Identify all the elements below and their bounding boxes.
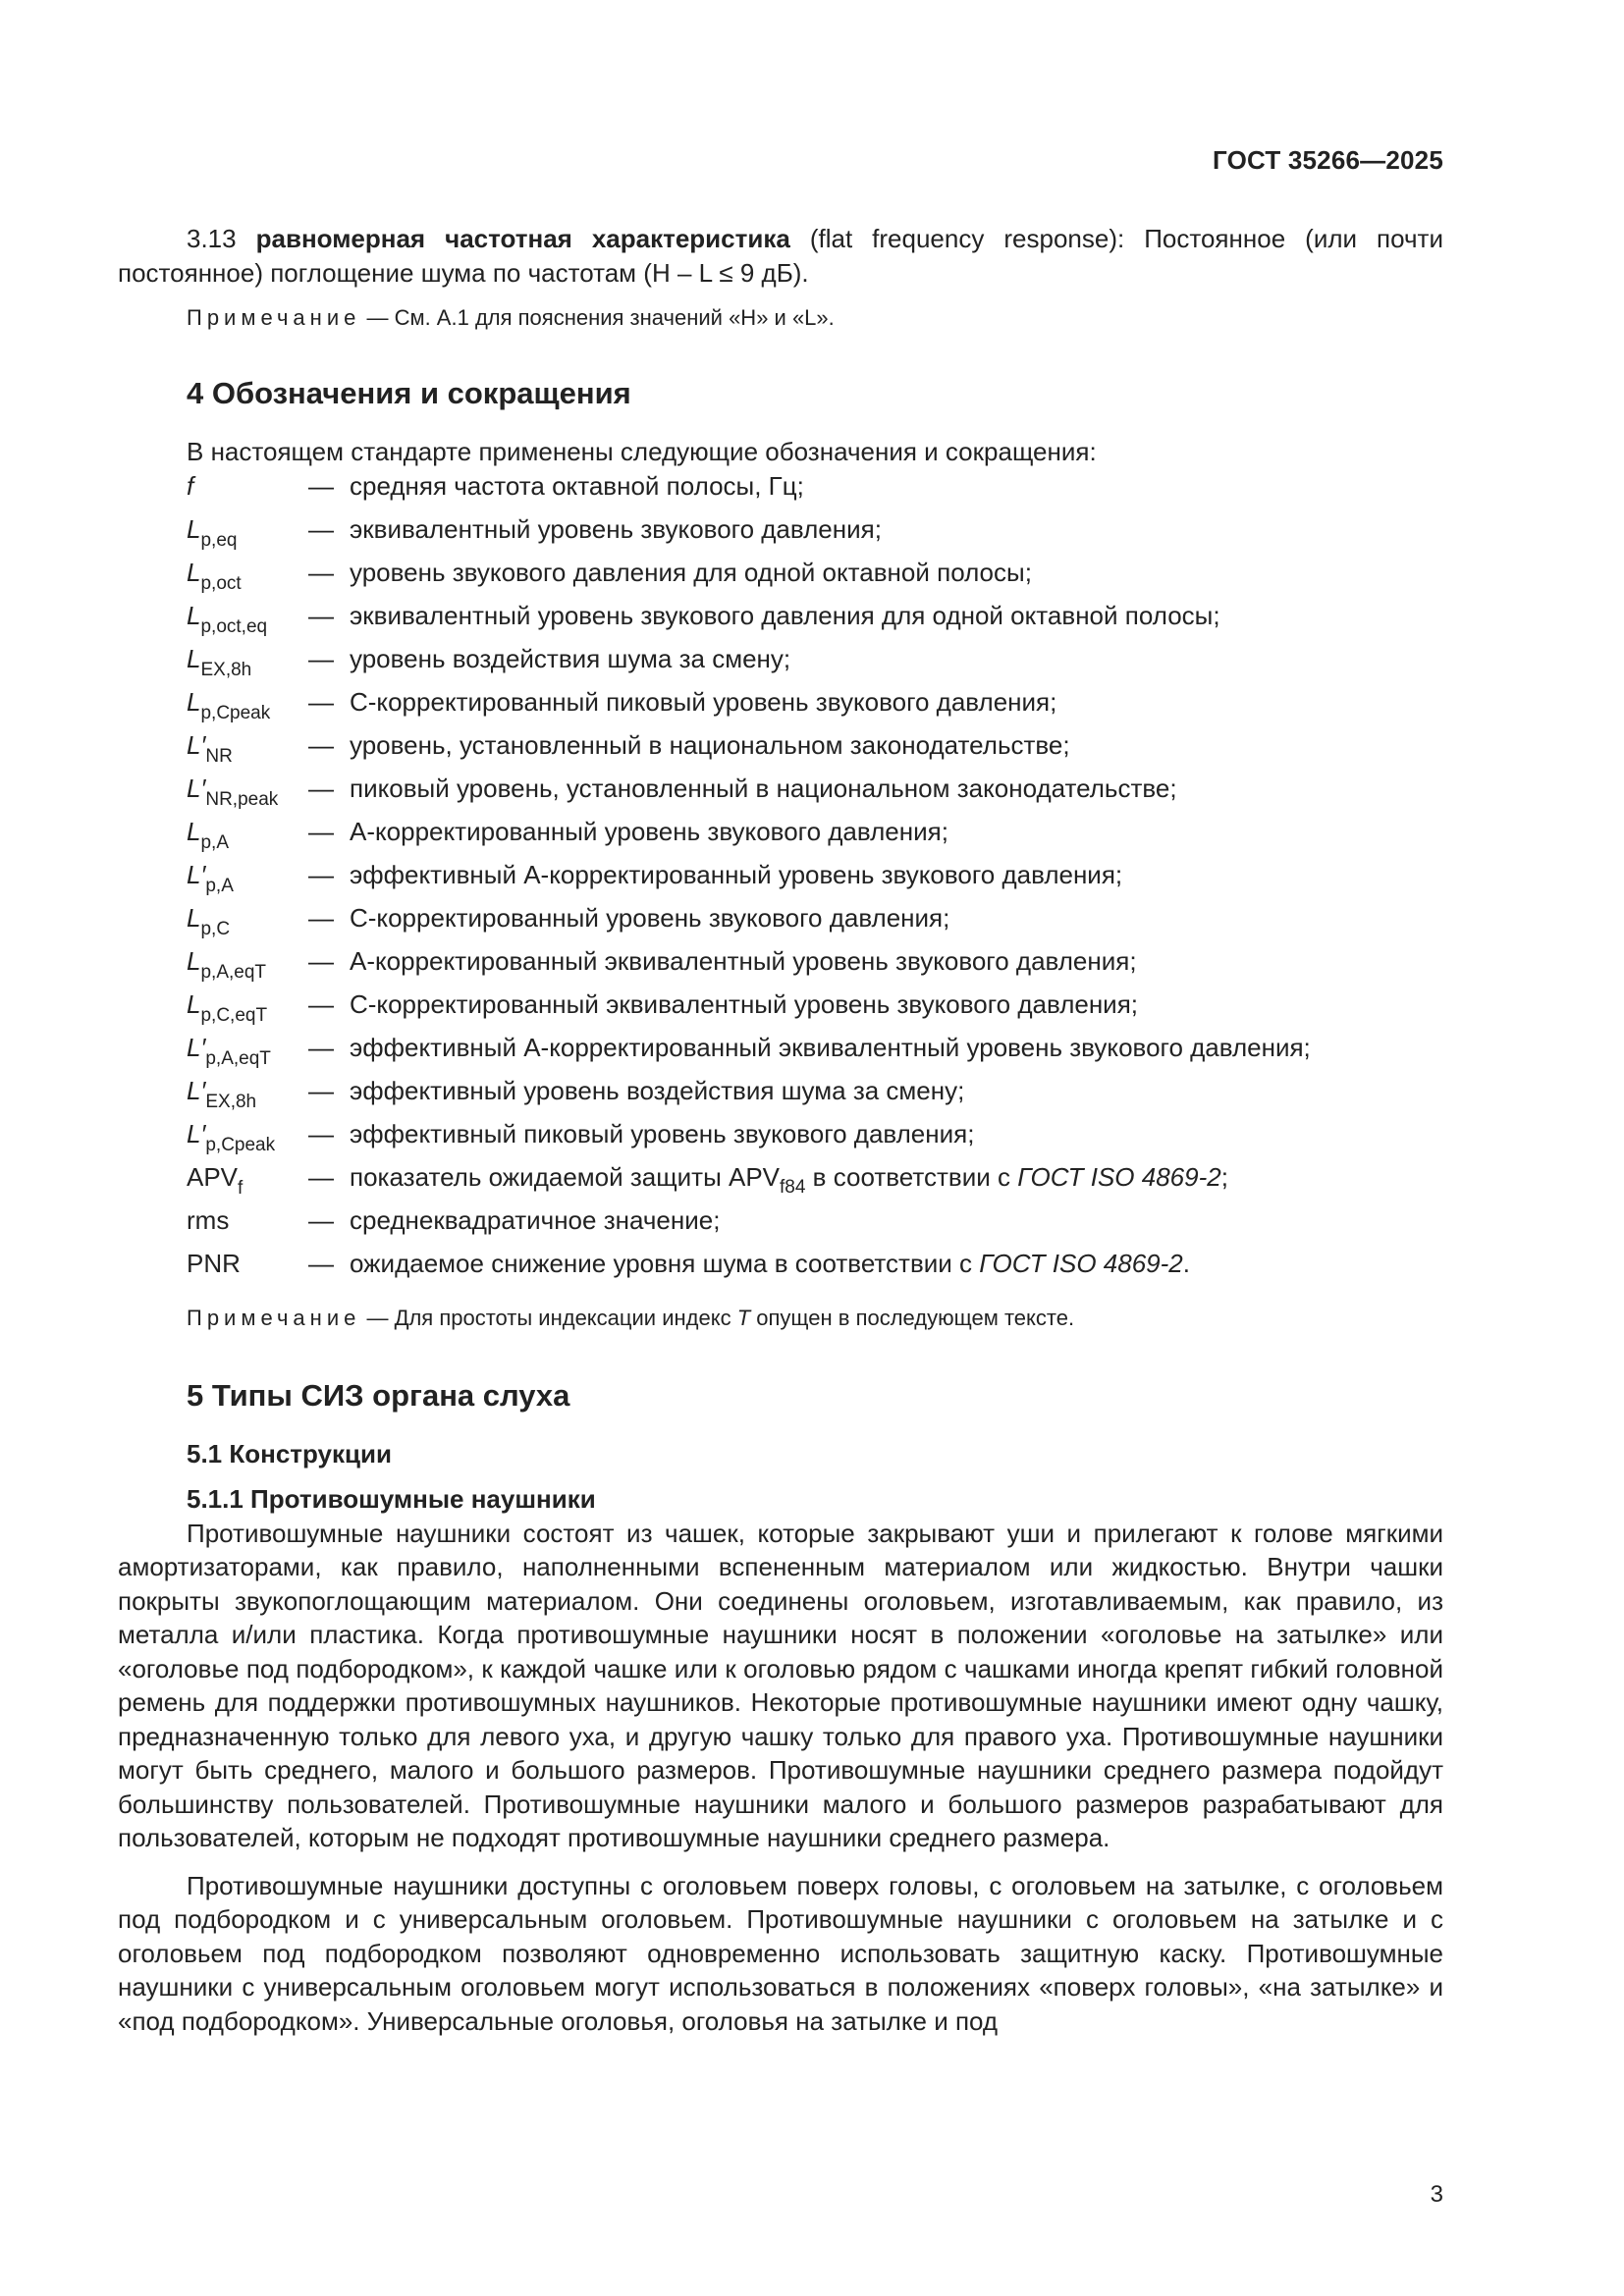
abbreviation-description [350,901,1443,935]
symbol-main: L′ [187,1032,206,1062]
abbreviation-description [350,556,1443,590]
symbol-main: L [187,513,201,544]
description-text: А-корректированный эквивалентный уровень звукового давления; [350,945,1137,976]
abbreviation-dash: — [308,1118,334,1148]
definition-note [187,303,1443,333]
symbol-main: L [187,816,201,846]
description-text: эффективный А-корректированный уровень звукового давления; [350,859,1123,889]
symbol-main: L′ [187,859,206,889]
abbreviation-row [187,1074,1443,1117]
symbol-main: L [187,600,201,630]
symbol-main: APV [187,1161,239,1192]
definition-text: (flat frequency response): Постоянное (или почти постоянное) поглощение шума по частотам (H – L ≤ 9 дБ). [118,224,1443,288]
definition-3-13 [118,222,1443,290]
symbol-main: L [187,643,201,673]
symbol-subscript: f [238,1177,244,1199]
abbreviation-description [350,469,1443,504]
symbol-subscript: p,oct [200,572,242,594]
symbol-main: L [187,557,201,587]
abbreviation-row [187,772,1443,815]
symbol-subscript: EX,8h [205,1091,257,1112]
description-text: А-корректированный уровень звукового давления; [350,816,948,846]
abbreviation-symbol [187,988,308,1034]
description-text: С-корректированный эквивалентный уровень звукового давления; [350,988,1139,1019]
abbreviation-symbol [187,1247,308,1281]
abbreviation-dash: — [308,557,334,587]
description-text: С-корректированный уровень звукового давления; [350,902,950,933]
abbreviation-dash: — [308,816,334,846]
abbreviation-description [350,599,1443,633]
symbol-subscript: p,A,eqT [200,961,267,983]
note-text: — См. A.1 для пояснения значений «H» и «L». [360,305,835,330]
description-text: эквивалентный уровень звукового давления для одной октавной полосы; [350,600,1220,630]
abbreviation-symbol [187,1031,308,1077]
description-end: . [1182,1248,1190,1278]
symbol-main: L [187,686,201,717]
page-number: 3 [1430,2181,1443,2208]
definition-number: 3.13 [187,224,237,253]
description-text: средняя частота октавной полосы, Гц; [350,470,804,501]
abbreviation-row [187,728,1443,772]
section-4-intro: В настоящем стандарте применены следующие обозначения и сокращения: [187,437,1097,466]
page-content [118,222,1443,2038]
abbreviation-description [350,1117,1443,1151]
symbol-main: L [187,988,201,1019]
abbreviation-dash: — [308,859,334,889]
note-label: Примечание [187,305,361,330]
abbreviation-symbol [187,728,308,774]
abbreviation-description [350,944,1443,979]
standard-reference: ГОСТ ISO 4869-2 [979,1248,1183,1278]
description-text: эффективный А-корректированный эквивалентный уровень звукового давления; [350,1032,1311,1062]
abbreviation-row [187,512,1443,556]
symbol-subscript: p,A [205,875,234,896]
abbreviation-dash: — [308,470,334,501]
abbreviation-description [350,685,1443,720]
abbreviation-dash: — [308,643,334,673]
description-text: эквивалентный уровень звукового давления; [350,513,882,544]
description-text: ожидаемое снижение уровня шума в соответствии с [350,1248,980,1278]
symbol-main: f [187,470,194,501]
abbreviation-description [350,512,1443,547]
abbreviation-row [187,556,1443,599]
abbreviation-dash: — [308,945,334,976]
abbreviation-symbol [187,685,308,731]
symbol-main: L′ [187,729,206,760]
symbol-subscript: p,A [200,831,229,853]
symbol-main: L′ [187,1118,206,1148]
description-text: уровень, установленный в национальном законодательстве; [350,729,1070,760]
symbol-main: L′ [187,1075,206,1105]
abbreviation-dash: — [308,902,334,933]
abbreviation-row [187,1203,1443,1247]
note-text-t: T [736,1305,751,1330]
abbreviation-symbol [187,1203,308,1238]
description-text: С-корректированный пиковый уровень звукового давления; [350,686,1057,717]
abbreviation-dash: — [308,988,334,1019]
abbreviation-description [350,815,1443,849]
symbol-main: PNR [187,1248,241,1278]
subsection-5-1-1-title: 5.1.1 Противошумные наушники [187,1484,596,1514]
note-text-b: опущен в последующем тексте. [750,1305,1075,1330]
abbreviation-description [350,1074,1443,1108]
abbreviation-row [187,1160,1443,1203]
abbreviation-description [350,988,1443,1022]
symbol-subscript: p,Cpeak [200,702,271,723]
abbreviation-description [350,772,1443,806]
paragraph-earmuffs-1: Противошумные наушники состоят из чашек, которые закрывают уши и прилегают к голове мягкими амортизаторами, как правило, наполненными вспененным материалом или жидкостью. Внутри чашки покрыты звукопоглощающим материалом. Они соединены оголовьем, изготавливаемым, как правило, из металла и/или пластика. Когда противошумные наушники носят в положении «оголовье на затылке» или «оголовье под подбородком», к каждой чашке или к оголовью рядом с чашками иногда крепят гибкий головной ремень для поддержки противошумных наушников. Некоторые противошумные наушники имеют одну чашку, предназначенную только для левого уха, и другую чашку только для правого уха. Противошумные наушники могут быть среднего, малого и большого размеров. Противошумные наушники среднего размера подойдут большинству пользователей. Противошумные наушники малого и большого размеров разрабатывают для пользователей, которым не подходят противошумные наушники среднего размера. [118,1518,1443,1852]
symbol-subscript: p,C,eqT [200,1004,268,1026]
description-mid: в соответствии с [805,1161,1018,1192]
symbol-subscript: p,oct,eq [200,615,268,637]
abbreviation-description [350,1247,1443,1281]
abbreviation-description [350,1160,1443,1205]
abbreviation-dash: — [308,773,334,803]
section-4-note [187,1304,1443,1333]
symbol-subscript: NR,peak [205,788,279,810]
abbreviation-symbol [187,901,308,947]
symbol-main: L′ [187,773,206,803]
abbreviation-dash: — [308,1161,334,1192]
abbreviation-row [187,642,1443,685]
abbreviation-description [350,1031,1443,1065]
abbreviation-row [187,469,1443,512]
abbreviation-symbol [187,1074,308,1120]
section-5-title: 5 Типы СИЗ органа слуха [187,1377,570,1413]
description-end: ; [1220,1161,1228,1192]
description-text: эффективный пиковый уровень звукового давления; [350,1118,975,1148]
symbol-subscript: NR [205,745,233,767]
description-text: уровень воздействия шума за смену; [350,643,791,673]
symbol-subscript: p,eq [200,529,238,551]
description-text: уровень звукового давления для одной октавной полосы; [350,557,1032,587]
abbreviation-row [187,1117,1443,1160]
abbreviation-symbol [187,642,308,688]
abbreviation-symbol [187,815,308,861]
abbreviation-dash: — [308,600,334,630]
description-text: среднеквадратичное значение; [350,1204,721,1235]
abbreviation-symbol [187,772,308,818]
abbreviation-row [187,815,1443,858]
description-subscript: f84 [780,1176,806,1198]
abbreviation-row [187,599,1443,642]
note-text-a: — Для простоты индексации индекс [360,1305,737,1330]
abbreviation-symbol [187,858,308,904]
note-label: Примечание [187,1305,361,1330]
description-text: эффективный уровень воздействия шума за смену; [350,1075,965,1105]
subsection-5-1-title: 5.1 Конструкции [187,1438,392,1468]
abbreviation-dash: — [308,1204,334,1235]
symbol-subscript: p,A,eqT [205,1047,271,1069]
abbreviation-dash: — [308,1075,334,1105]
abbreviation-row [187,988,1443,1031]
abbreviation-symbol [187,556,308,602]
description-text: пиковый уровень, установленный в национальном законодательстве; [350,773,1177,803]
abbreviations-list [187,469,1443,1290]
abbreviation-symbol [187,1160,308,1206]
abbreviation-row [187,685,1443,728]
section-4-title: 4 Обозначения и сокращения [187,376,631,410]
document-code-header: ГОСТ 35266—2025 [1213,145,1443,175]
symbol-subscript: p,C [200,918,231,939]
symbol-subscript: EX,8h [200,659,252,680]
abbreviation-description [350,728,1443,763]
description-text: показатель ожидаемой защиты APV [350,1161,781,1192]
abbreviation-dash: — [308,1032,334,1062]
symbol-subscript: p,Cpeak [205,1134,276,1155]
definition-term: равномерная частотная характеристика [255,224,790,253]
abbreviation-row [187,901,1443,944]
symbol-main: L [187,902,201,933]
abbreviation-description [350,1203,1443,1238]
symbol-main: L [187,945,201,976]
abbreviation-dash: — [308,729,334,760]
abbreviation-row [187,944,1443,988]
abbreviation-symbol [187,1117,308,1163]
abbreviation-dash: — [308,513,334,544]
abbreviation-description [350,642,1443,676]
abbreviation-symbol [187,944,308,990]
abbreviation-description [350,858,1443,892]
paragraph-earmuffs-2: Противошумные наушники доступны с оголовьем поверх головы, с оголовьем на затылке, с оголовьем под подбородком и с универсальным оголовьем. Противошумные наушники с оголовьем на затылке и с оголовьем под подбородком позволяют одновременно использовать защитную каску. Противошумные наушники с универсальным оголовьем могут использоваться в положениях «поверх головы», «на затылке» и «под подбородком». Универсальные оголовья, оголовья на затылке и под [118,1870,1443,2036]
abbreviation-row [187,1031,1443,1074]
abbreviation-row [187,858,1443,901]
abbreviation-dash: — [308,686,334,717]
standard-reference: ГОСТ ISO 4869-2 [1017,1161,1221,1192]
symbol-main: rms [187,1204,230,1235]
abbreviation-symbol [187,512,308,559]
abbreviation-row [187,1247,1443,1290]
abbreviation-symbol [187,599,308,645]
abbreviation-symbol [187,469,308,504]
abbreviation-dash: — [308,1248,334,1278]
